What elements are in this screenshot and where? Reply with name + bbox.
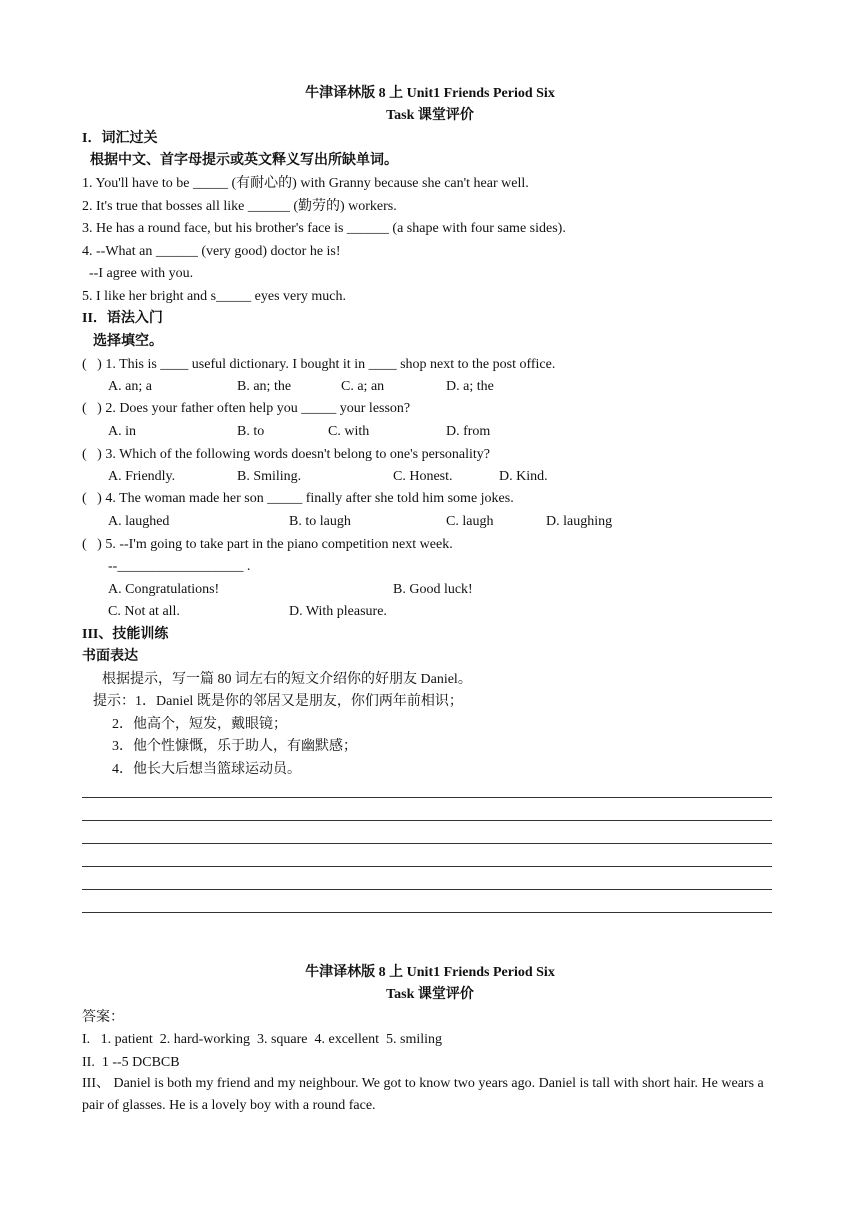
answers-label: 答案： — [82, 1010, 124, 1025]
option: C. with — [328, 424, 370, 439]
writing-hint: 4．他长大后想当篮球运动员。 — [112, 762, 301, 777]
section1-heading: I．词汇过关 — [82, 131, 158, 146]
question-stem: ( ) 3. Which of the following words doesn't belong to one's personality? — [82, 447, 490, 462]
option: B. Smiling. — [237, 469, 302, 484]
answers-section1: I. 1. patient 2. hard-working 3. square 4. excellent 5. smiling — [82, 1032, 443, 1047]
option: B. Good luck! — [393, 582, 473, 597]
writing-line — [82, 797, 772, 798]
option: B. an; the — [237, 379, 292, 394]
vocab-item: 5. I like her bright and s_____ eyes very much. — [82, 289, 346, 304]
section2-instruction: 选择填空。 — [93, 334, 163, 349]
vocab-item: 2. It's true that bosses all like ______ (勤劳的) workers. — [82, 199, 397, 214]
option: D. from — [446, 424, 491, 439]
writing-hint: 2．他高个，短发，戴眼镜； — [112, 717, 287, 732]
writing-line — [82, 820, 772, 821]
writing-prompt: 根据提示，写一篇 80 词左右的短文介绍你的好朋友 Daniel。 — [102, 672, 472, 687]
option: D. a; the — [446, 379, 494, 394]
option: C. laugh — [446, 514, 494, 529]
writing-hint: 3．他个性慷慨，乐于助人，有幽默感； — [112, 739, 357, 754]
writing-hint: 提示：1．Daniel 既是你的邻居又是朋友，你们两年前相识； — [93, 694, 463, 709]
section1-instruction: 根据中文、首字母提示或英文释义写出所缺单词。 — [90, 153, 398, 168]
question-stem: ( ) 1. This is ____ useful dictionary. I bought it in ____ shop next to the post office. — [82, 357, 556, 372]
question-stem: ( ) 2. Does your father often help you _____ your lesson? — [82, 401, 411, 416]
worksheet-subtitle: Task 课堂评价 — [386, 108, 474, 123]
writing-line — [82, 843, 772, 844]
option: C. Honest. — [393, 469, 453, 484]
option: C. Not at all. — [108, 604, 180, 619]
question-stem: ( ) 4. The woman made her son _____ finally after she told him some jokes. — [82, 491, 514, 506]
option: D. With pleasure. — [289, 604, 387, 619]
worksheet-title: 牛津译林版 8 上 Unit1 Friends Period Six — [305, 86, 555, 101]
section3-subheading: 书面表达 — [82, 649, 138, 664]
vocab-item: 4. --What an ______ (very good) doctor he is! — [82, 244, 341, 259]
section2-heading: II．语法入门 — [82, 311, 163, 326]
vocab-item: 1. You'll have to be _____ (有耐心的) with Granny because she can't hear well. — [82, 176, 529, 191]
option: A. laughed — [108, 514, 170, 529]
writing-line — [82, 866, 772, 867]
writing-line — [82, 889, 772, 890]
option: A. Congratulations! — [108, 582, 220, 597]
answers-subtitle: Task 课堂评价 — [386, 987, 474, 1002]
vocab-item: 3. He has a round face, but his brother's face is ______ (a shape with four same sides). — [82, 221, 566, 236]
option: A. Friendly. — [108, 469, 176, 484]
section3-heading: III、技能训练 — [82, 627, 169, 642]
option: B. to laugh — [289, 514, 351, 529]
answers-title: 牛津译林版 8 上 Unit1 Friends Period Six — [305, 965, 555, 980]
option: A. an; a — [108, 379, 152, 394]
option: D. Kind. — [499, 469, 548, 484]
answers-section2: II. 1 --5 DCBCB — [82, 1055, 180, 1070]
option: B. to — [237, 424, 265, 439]
writing-line — [82, 912, 772, 913]
option: C. a; an — [341, 379, 385, 394]
response-blank: --__________________ . — [108, 559, 251, 574]
question-stem: ( ) 5. --I'm going to take part in the piano competition next week. — [82, 537, 453, 552]
option: D. laughing — [546, 514, 613, 529]
vocab-item: --I agree with you. — [82, 266, 194, 281]
option: A. in — [108, 424, 136, 439]
answers-section3: III、 Daniel is both my friend and my neighbour. We got to know two years ago. Daniel is tall with short hair. He wears a pair of glasses. He is a lovely boy with a round face. — [82, 1076, 764, 1113]
